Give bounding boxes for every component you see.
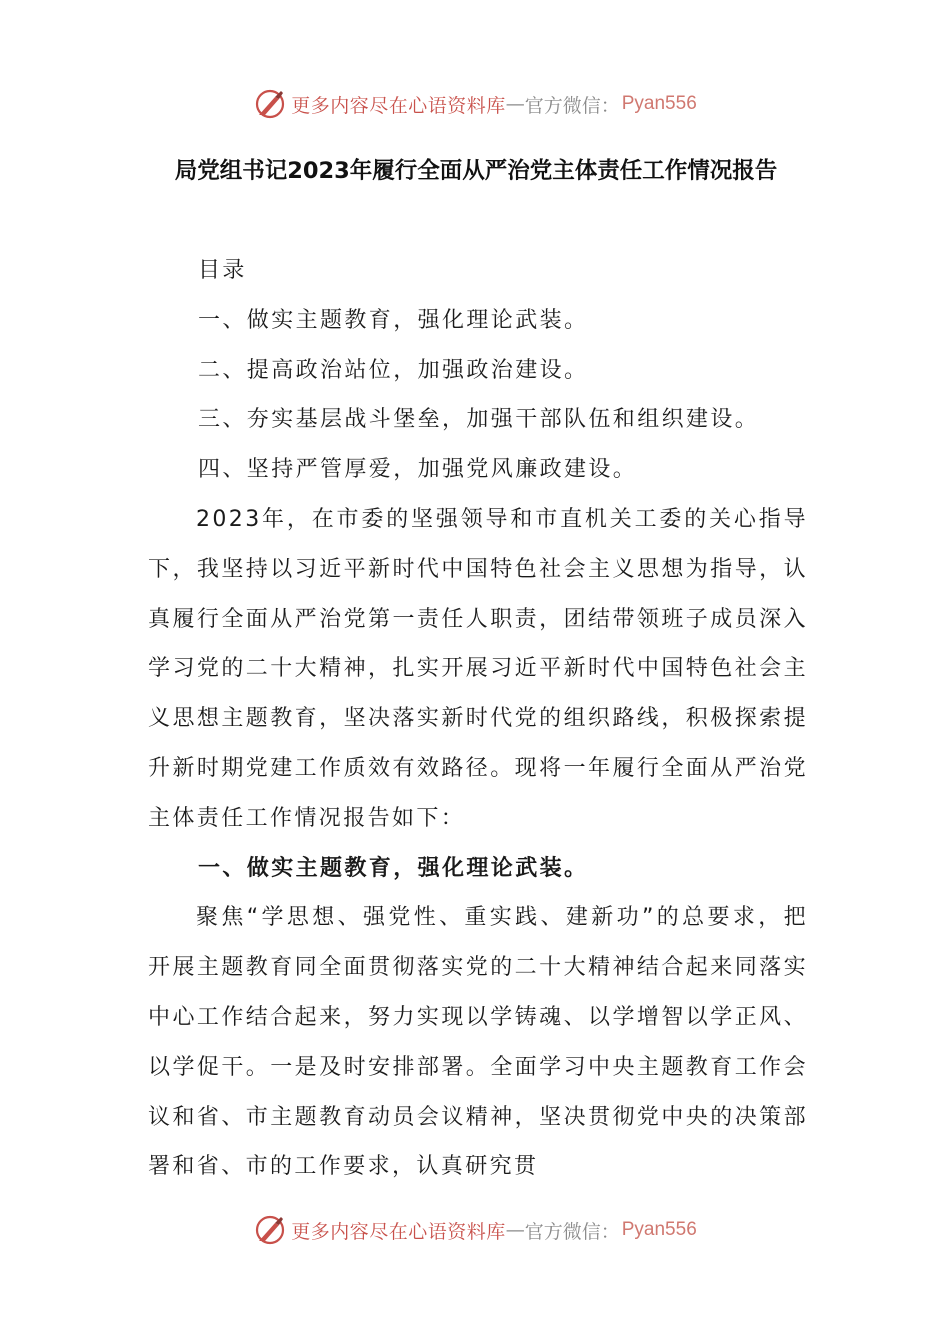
- intro-paragraph: 2023年，在市委的坚强领导和市直机关工委的关心指导下，我坚持以习近平新时代中国特色社会主义思想为指导，认真履行全面从严治党第一责任人职责，团结带领班子成员深入学习党的二十大精神，扎实开展习近平新时代中国特色社会主义思想主题教育，坚决落实新时代党的组织路线，积极探索提升新时期党建工作质效有效路径。现将一年履行全面从严治党主体责任工作情况报告如下：: [148, 506, 808, 831]
- watermark-dash: —: [505, 1219, 525, 1241]
- document-title: 局党组书记2023年履行全面从严治党主体责任工作情况报告: [174, 158, 778, 184]
- watermark-main-text: 更多内容尽在心语资料库: [291, 1220, 506, 1243]
- section-1-paragraph: 聚焦“学思想、强党性、重实践、建新功”的总要求，把开展主题教育同全面贯彻落实党的二十大精神结合起来同落实中心工作结合起来，努力实现以学铸魂、以学增智以学正风、以学促干。一是及时安排部署。全面学习中央主题教育工作会议和省、市主题教育动员会议精神，坚决贯彻党中央的决策部署和省、市的工作要求，认真研究贯: [148, 905, 808, 1180]
- toc-label: 目录: [198, 258, 247, 283]
- watermark-wechat-id: Pyan556: [621, 93, 697, 114]
- watermark-sub-text: 官方微信：: [524, 1220, 620, 1243]
- watermark-sub-text: 官方微信：: [524, 94, 620, 117]
- watermark-banner-bottom: [0, 1210, 950, 1250]
- toc-item-4: 四、坚持严管厚爱，加强党风廉政建设。: [198, 457, 638, 483]
- pen-nib-circle-icon: [253, 87, 287, 121]
- toc-item-3: 三、夯实基层战斗堡垒，加强干部队伍和组织建设。: [198, 407, 760, 433]
- document-body: [148, 246, 808, 1192]
- toc-item-1: 一、做实主题教育，强化理论武装。: [198, 307, 589, 333]
- section-1-heading: 一、做实主题教育，强化理论武装。: [198, 855, 589, 881]
- watermark-main-text: 更多内容尽在心语资料库: [291, 94, 506, 117]
- watermark-wechat-id: Pyan556: [621, 1219, 697, 1240]
- watermark-dash: —: [505, 93, 525, 115]
- toc-item-2: 二、提高政治站位，加强政治建设。: [198, 357, 589, 383]
- watermark-banner-top: [0, 84, 950, 124]
- pen-nib-circle-icon: [253, 1213, 287, 1247]
